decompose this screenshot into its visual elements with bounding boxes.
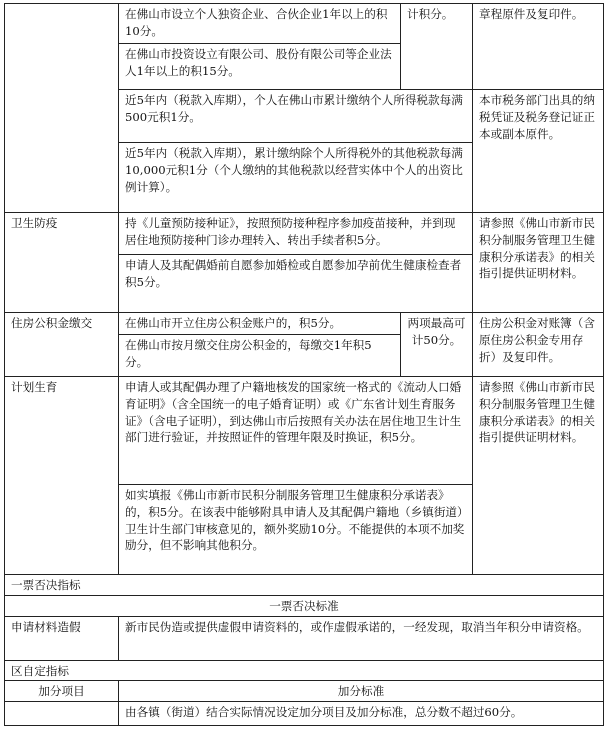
housing-fund-category: 住房公积金缴交 (5, 313, 119, 377)
district-description: 由各镇（街道）结合实际情况设定加分项目及加分标准，总分数不超过60分。 (119, 702, 604, 726)
district-row (5, 702, 604, 726)
investment-material-cell: 章程原件及复印件。 (473, 4, 604, 90)
veto-category: 申请材料造假 (5, 616, 119, 660)
investment-limit-cell: 计积分。 (401, 4, 473, 90)
veto-description: 新市民伪造或提供虚假申请资料的，或作虚假承诺的，一经发现，取消当年积分申请资格。 (119, 616, 604, 660)
family-planning-row-1 (5, 377, 604, 485)
veto-header-row (5, 595, 604, 616)
district-col-standard: 加分标准 (119, 681, 604, 702)
health-category: 卫生防疫 (5, 213, 119, 313)
district-section-row (5, 660, 604, 681)
district-col-item: 加分项目 (5, 681, 119, 702)
housing-fund-material-cell: 住房公积金对账簿（含原住房公积金专用存折）及复印件。 (473, 313, 604, 377)
health-item-premarital-check: 申请人及其配偶婚前自愿参加婚检或自愿参加孕前优生健康检查者积5分。 (119, 255, 473, 313)
district-header-row (5, 681, 604, 702)
veto-section-title: 一票否决指标 (5, 575, 604, 596)
health-row-1 (5, 213, 604, 255)
family-planning-item-commitment: 如实填报《佛山市新市民积分制服务管理卫生健康积分承诺表》的，积5分。在该表中能够附具申请人及其配偶户籍地（乡镇街道）卫生计生部门审核意见的，额外奖励10分。不能提供的本项不加奖励分，但不影响其他积分。 (119, 485, 473, 575)
veto-standard-header: 一票否决标准 (5, 595, 604, 616)
family-planning-item-certificate: 申请人或其配偶办理了户籍地核发的国家统一格式的《流动人口婚育证明》（含全国统一的电子婚育证明）或《广东省计划生育服务证》（含电子证明），到达佛山市后按照有关办法在居住地卫生计生部门进行验证，并按照证件的管理年限及时换证，积5分。 (119, 377, 473, 485)
veto-section-row (5, 575, 604, 596)
family-planning-material-cell: 请参照《佛山市新市民积分制服务管理卫生健康积分承诺表》的相关指引提供证明材料。 (473, 377, 604, 575)
tax-item-other-taxes: 近5年内（税款入库期），累计缴纳除个人所得税外的其他税款每满10,000元积1分（个人缴纳的其他税款以经营实体中个人的出资比例计算）。 (119, 143, 473, 213)
district-item-cell (5, 702, 119, 726)
points-standard-table (4, 3, 604, 726)
tax-item-income-tax: 近5年内（税款入库期），个人在佛山市累计缴纳个人所得税款每满500元积1分。 (119, 90, 473, 143)
investment-item-company: 在佛山市投资设立有限公司、股份有限公司等企业法人1年以上的积15分。 (119, 44, 401, 90)
veto-row (5, 616, 604, 660)
category-cell-continued (5, 4, 119, 213)
investment-row-1 (5, 4, 604, 44)
housing-fund-item-monthly: 在佛山市按月缴交住房公积金的，每缴交1年积5分。 (119, 335, 401, 377)
housing-fund-limit-cell: 两项最高可计50分。 (401, 313, 473, 377)
housing-fund-item-account: 在佛山市开立住房公积金账户的，积5分。 (119, 313, 401, 335)
district-section-title: 区自定指标 (5, 660, 604, 681)
tax-material-cell: 本市税务部门出具的纳税凭证及税务登记证正本或副本原件。 (473, 90, 604, 213)
health-item-vaccination: 持《儿童预防接种证》，按照预防接种程序参加疫苗接种，并到现居住地预防接种门诊办理转入、转出手续者积5分。 (119, 213, 473, 255)
housing-fund-row-1 (5, 313, 604, 335)
family-planning-category: 计划生育 (5, 377, 119, 575)
health-material-cell: 请参照《佛山市新市民积分制服务管理卫生健康积分承诺表》的相关指引提供证明材料。 (473, 213, 604, 313)
investment-item-sole-proprietorship: 在佛山市设立个人独资企业、合伙企业1年以上的积10分。 (119, 4, 401, 44)
